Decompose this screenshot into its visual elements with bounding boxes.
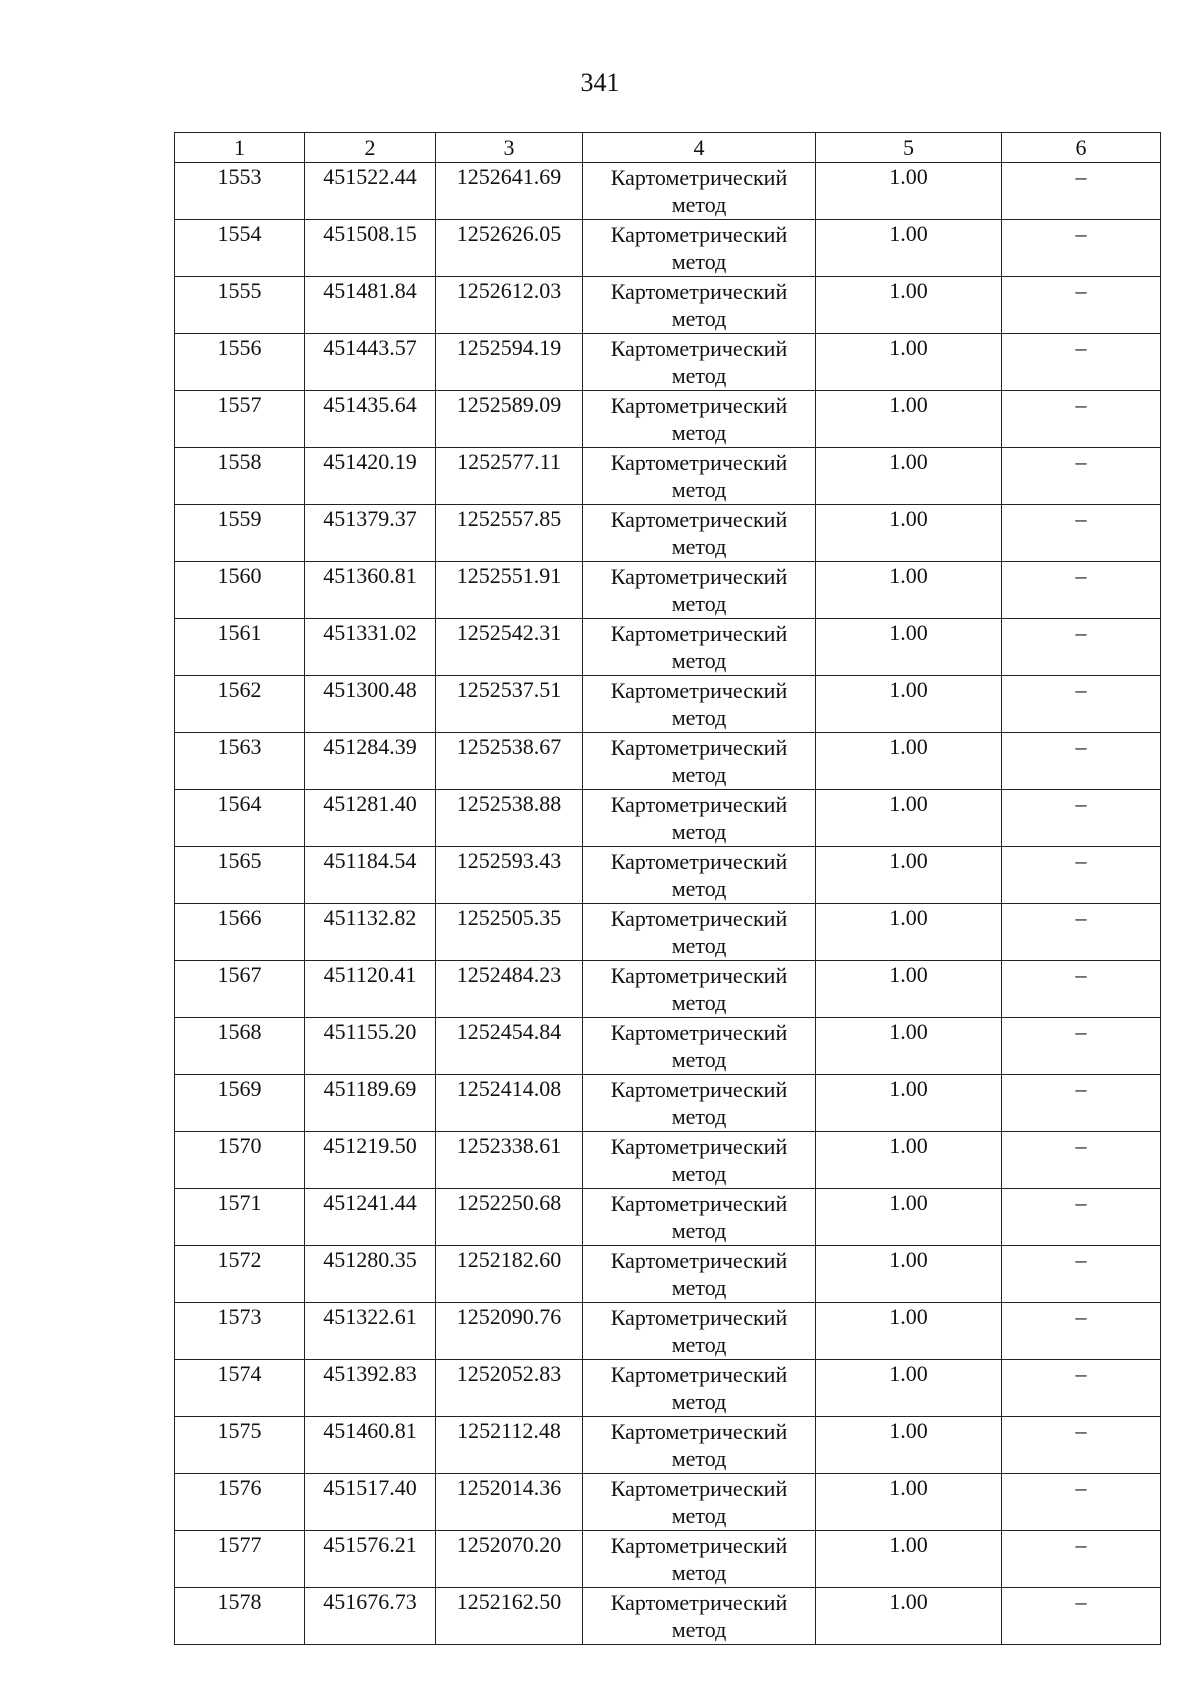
point-number-cell: 1570 — [175, 1132, 305, 1189]
method-line-1: Картометрический — [610, 222, 788, 247]
point-number-cell: 1560 — [175, 562, 305, 619]
accuracy-cell: 1.00 — [816, 847, 1002, 904]
method-line-1: Картометрический — [610, 336, 788, 361]
table-row — [175, 1531, 1161, 1588]
point-number-cell: 1577 — [175, 1531, 305, 1588]
note-cell: – — [1002, 1189, 1161, 1246]
y-coordinate-cell: 1252162.50 — [436, 1588, 583, 1645]
point-number-cell: 1573 — [175, 1303, 305, 1360]
method-cell — [583, 220, 816, 277]
accuracy-cell: 1.00 — [816, 904, 1002, 961]
method-cell — [583, 1075, 816, 1132]
column-header-4: 4 — [583, 133, 816, 163]
method-line-2: метод — [671, 1446, 727, 1471]
method-line-1: Картометрический — [610, 735, 788, 760]
accuracy-cell: 1.00 — [816, 562, 1002, 619]
y-coordinate-cell: 1252577.11 — [436, 448, 583, 505]
note-cell: – — [1002, 448, 1161, 505]
accuracy-cell: 1.00 — [816, 1417, 1002, 1474]
table-row — [175, 1303, 1161, 1360]
method-line-1: Картометрический — [610, 963, 788, 988]
x-coordinate-cell: 451460.81 — [305, 1417, 436, 1474]
x-coordinate-cell: 451360.81 — [305, 562, 436, 619]
table-row — [175, 790, 1161, 847]
table-row — [175, 1189, 1161, 1246]
accuracy-cell: 1.00 — [816, 733, 1002, 790]
method-line-1: Картометрический — [610, 393, 788, 418]
method-line-2: метод — [671, 1617, 727, 1642]
table-row — [175, 277, 1161, 334]
note-cell: – — [1002, 1246, 1161, 1303]
y-coordinate-cell: 1252593.43 — [436, 847, 583, 904]
x-coordinate-cell: 451508.15 — [305, 220, 436, 277]
note-cell: – — [1002, 961, 1161, 1018]
x-coordinate-cell: 451280.35 — [305, 1246, 436, 1303]
accuracy-cell: 1.00 — [816, 1189, 1002, 1246]
method-line-2: метод — [671, 363, 727, 388]
y-coordinate-cell: 1252250.68 — [436, 1189, 583, 1246]
method-cell — [583, 163, 816, 220]
page-number: 341 — [580, 68, 620, 97]
accuracy-cell: 1.00 — [816, 1474, 1002, 1531]
y-coordinate-cell: 1252594.19 — [436, 334, 583, 391]
method-cell — [583, 1189, 816, 1246]
note-cell: – — [1002, 676, 1161, 733]
point-number-cell: 1562 — [175, 676, 305, 733]
coordinates-table — [174, 132, 1161, 1645]
method-line-1: Картометрический — [610, 1191, 788, 1216]
table-row — [175, 847, 1161, 904]
method-line-1: Картометрический — [610, 1305, 788, 1330]
point-number-cell: 1565 — [175, 847, 305, 904]
method-cell — [583, 790, 816, 847]
method-cell — [583, 1360, 816, 1417]
accuracy-cell: 1.00 — [816, 619, 1002, 676]
method-cell — [583, 562, 816, 619]
table-row — [175, 391, 1161, 448]
point-number-cell: 1566 — [175, 904, 305, 961]
table-row — [175, 163, 1161, 220]
x-coordinate-cell: 451481.84 — [305, 277, 436, 334]
point-number-cell: 1554 — [175, 220, 305, 277]
y-coordinate-cell: 1252505.35 — [436, 904, 583, 961]
accuracy-cell: 1.00 — [816, 448, 1002, 505]
accuracy-cell: 1.00 — [816, 676, 1002, 733]
method-line-2: метод — [671, 1560, 727, 1585]
table-row — [175, 1018, 1161, 1075]
method-line-2: метод — [671, 990, 727, 1015]
point-number-cell: 1557 — [175, 391, 305, 448]
method-line-2: метод — [671, 420, 727, 445]
method-cell — [583, 676, 816, 733]
method-line-2: метод — [671, 249, 727, 274]
y-coordinate-cell: 1252454.84 — [436, 1018, 583, 1075]
method-line-1: Картометрический — [610, 1590, 788, 1615]
x-coordinate-cell: 451155.20 — [305, 1018, 436, 1075]
method-cell — [583, 1132, 816, 1189]
point-number-cell: 1571 — [175, 1189, 305, 1246]
column-header-6: 6 — [1002, 133, 1161, 163]
note-cell: – — [1002, 562, 1161, 619]
table-row — [175, 448, 1161, 505]
method-line-1: Картометрический — [610, 792, 788, 817]
point-number-cell: 1574 — [175, 1360, 305, 1417]
y-coordinate-cell: 1252551.91 — [436, 562, 583, 619]
table-row — [175, 1360, 1161, 1417]
y-coordinate-cell: 1252014.36 — [436, 1474, 583, 1531]
method-line-2: метод — [671, 933, 727, 958]
method-line-2: метод — [671, 477, 727, 502]
y-coordinate-cell: 1252182.60 — [436, 1246, 583, 1303]
method-cell — [583, 391, 816, 448]
method-line-2: метод — [671, 705, 727, 730]
table-row — [175, 220, 1161, 277]
accuracy-cell: 1.00 — [816, 220, 1002, 277]
accuracy-cell: 1.00 — [816, 163, 1002, 220]
method-cell — [583, 904, 816, 961]
method-line-1: Картометрический — [610, 1248, 788, 1273]
method-line-2: метод — [671, 762, 727, 787]
y-coordinate-cell: 1252612.03 — [436, 277, 583, 334]
column-header-3: 3 — [436, 133, 583, 163]
method-cell — [583, 1474, 816, 1531]
point-number-cell: 1568 — [175, 1018, 305, 1075]
note-cell: – — [1002, 220, 1161, 277]
table-row — [175, 505, 1161, 562]
method-line-1: Картометрический — [610, 165, 788, 190]
method-line-1: Картометрический — [610, 1077, 788, 1102]
y-coordinate-cell: 1252112.48 — [436, 1417, 583, 1474]
column-header-5: 5 — [816, 133, 1002, 163]
method-line-2: метод — [671, 591, 727, 616]
point-number-cell: 1558 — [175, 448, 305, 505]
x-coordinate-cell: 451132.82 — [305, 904, 436, 961]
method-line-2: метод — [671, 1104, 727, 1129]
x-coordinate-cell: 451284.39 — [305, 733, 436, 790]
method-cell — [583, 1303, 816, 1360]
note-cell: – — [1002, 1075, 1161, 1132]
y-coordinate-cell: 1252090.76 — [436, 1303, 583, 1360]
method-cell — [583, 334, 816, 391]
note-cell: – — [1002, 391, 1161, 448]
table-row — [175, 1474, 1161, 1531]
method-line-2: метод — [671, 1332, 727, 1357]
note-cell: – — [1002, 1588, 1161, 1645]
point-number-cell: 1575 — [175, 1417, 305, 1474]
method-cell — [583, 505, 816, 562]
method-line-1: Картометрический — [610, 1419, 788, 1444]
note-cell: – — [1002, 847, 1161, 904]
table-body — [175, 163, 1161, 1645]
y-coordinate-cell: 1252557.85 — [436, 505, 583, 562]
accuracy-cell: 1.00 — [816, 961, 1002, 1018]
table-row — [175, 961, 1161, 1018]
y-coordinate-cell: 1252537.51 — [436, 676, 583, 733]
x-coordinate-cell: 451219.50 — [305, 1132, 436, 1189]
accuracy-cell: 1.00 — [816, 1075, 1002, 1132]
point-number-cell: 1555 — [175, 277, 305, 334]
table-row — [175, 904, 1161, 961]
table-row — [175, 1132, 1161, 1189]
note-cell: – — [1002, 733, 1161, 790]
method-line-1: Картометрический — [610, 1533, 788, 1558]
table-row — [175, 1588, 1161, 1645]
table-row — [175, 619, 1161, 676]
table-row — [175, 1417, 1161, 1474]
method-line-2: метод — [671, 876, 727, 901]
accuracy-cell: 1.00 — [816, 1360, 1002, 1417]
x-coordinate-cell: 451189.69 — [305, 1075, 436, 1132]
method-line-1: Картометрический — [610, 1476, 788, 1501]
note-cell: – — [1002, 1417, 1161, 1474]
method-cell — [583, 1588, 816, 1645]
method-cell — [583, 1246, 816, 1303]
accuracy-cell: 1.00 — [816, 790, 1002, 847]
y-coordinate-cell: 1252626.05 — [436, 220, 583, 277]
method-cell — [583, 1417, 816, 1474]
accuracy-cell: 1.00 — [816, 1303, 1002, 1360]
x-coordinate-cell: 451120.41 — [305, 961, 436, 1018]
method-line-2: метод — [671, 1047, 727, 1072]
note-cell: – — [1002, 619, 1161, 676]
y-coordinate-cell: 1252589.09 — [436, 391, 583, 448]
method-line-1: Картометрический — [610, 678, 788, 703]
note-cell: – — [1002, 334, 1161, 391]
column-header-2: 2 — [305, 133, 436, 163]
method-line-1: Картометрический — [610, 564, 788, 589]
note-cell: – — [1002, 1132, 1161, 1189]
x-coordinate-cell: 451241.44 — [305, 1189, 436, 1246]
y-coordinate-cell: 1252538.88 — [436, 790, 583, 847]
note-cell: – — [1002, 904, 1161, 961]
x-coordinate-cell: 451379.37 — [305, 505, 436, 562]
note-cell: – — [1002, 790, 1161, 847]
y-coordinate-cell: 1252338.61 — [436, 1132, 583, 1189]
point-number-cell: 1553 — [175, 163, 305, 220]
method-line-1: Картометрический — [610, 507, 788, 532]
method-line-2: метод — [671, 1389, 727, 1414]
note-cell: – — [1002, 1474, 1161, 1531]
x-coordinate-cell: 451420.19 — [305, 448, 436, 505]
note-cell: – — [1002, 1531, 1161, 1588]
method-line-1: Картометрический — [610, 621, 788, 646]
point-number-cell: 1576 — [175, 1474, 305, 1531]
y-coordinate-cell: 1252641.69 — [436, 163, 583, 220]
method-line-2: метод — [671, 1218, 727, 1243]
method-line-2: метод — [671, 819, 727, 844]
accuracy-cell: 1.00 — [816, 334, 1002, 391]
accuracy-cell: 1.00 — [816, 1132, 1002, 1189]
method-line-1: Картометрический — [610, 906, 788, 931]
note-cell: – — [1002, 277, 1161, 334]
method-cell — [583, 448, 816, 505]
point-number-cell: 1564 — [175, 790, 305, 847]
method-line-1: Картометрический — [610, 1134, 788, 1159]
method-line-1: Картометрический — [610, 279, 788, 304]
method-cell — [583, 277, 816, 334]
method-line-2: метод — [671, 306, 727, 331]
accuracy-cell: 1.00 — [816, 505, 1002, 562]
point-number-cell: 1563 — [175, 733, 305, 790]
method-line-1: Картометрический — [610, 849, 788, 874]
accuracy-cell: 1.00 — [816, 1588, 1002, 1645]
point-number-cell: 1572 — [175, 1246, 305, 1303]
table-row — [175, 562, 1161, 619]
note-cell: – — [1002, 1360, 1161, 1417]
method-cell — [583, 847, 816, 904]
column-header-1: 1 — [175, 133, 305, 163]
table-header-row — [175, 133, 1161, 163]
x-coordinate-cell: 451435.64 — [305, 391, 436, 448]
y-coordinate-cell: 1252484.23 — [436, 961, 583, 1018]
method-cell — [583, 961, 816, 1018]
method-line-2: метод — [671, 192, 727, 217]
accuracy-cell: 1.00 — [816, 391, 1002, 448]
table-row — [175, 1246, 1161, 1303]
accuracy-cell: 1.00 — [816, 1531, 1002, 1588]
accuracy-cell: 1.00 — [816, 1018, 1002, 1075]
x-coordinate-cell: 451184.54 — [305, 847, 436, 904]
point-number-cell: 1559 — [175, 505, 305, 562]
table-row — [175, 676, 1161, 733]
y-coordinate-cell: 1252538.67 — [436, 733, 583, 790]
point-number-cell: 1578 — [175, 1588, 305, 1645]
point-number-cell: 1561 — [175, 619, 305, 676]
x-coordinate-cell: 451281.40 — [305, 790, 436, 847]
y-coordinate-cell: 1252052.83 — [436, 1360, 583, 1417]
x-coordinate-cell: 451322.61 — [305, 1303, 436, 1360]
method-line-2: метод — [671, 1503, 727, 1528]
accuracy-cell: 1.00 — [816, 277, 1002, 334]
method-line-2: метод — [671, 1161, 727, 1186]
method-line-2: метод — [671, 648, 727, 673]
method-cell — [583, 1531, 816, 1588]
note-cell: – — [1002, 1018, 1161, 1075]
table-row — [175, 733, 1161, 790]
method-line-1: Картометрический — [610, 1362, 788, 1387]
accuracy-cell: 1.00 — [816, 1246, 1002, 1303]
method-line-2: метод — [671, 1275, 727, 1300]
x-coordinate-cell: 451300.48 — [305, 676, 436, 733]
note-cell: – — [1002, 505, 1161, 562]
method-line-1: Картометрический — [610, 450, 788, 475]
y-coordinate-cell: 1252070.20 — [436, 1531, 583, 1588]
point-number-cell: 1556 — [175, 334, 305, 391]
point-number-cell: 1569 — [175, 1075, 305, 1132]
method-cell — [583, 1018, 816, 1075]
point-number-cell: 1567 — [175, 961, 305, 1018]
x-coordinate-cell: 451522.44 — [305, 163, 436, 220]
note-cell: – — [1002, 163, 1161, 220]
x-coordinate-cell: 451676.73 — [305, 1588, 436, 1645]
table-row — [175, 334, 1161, 391]
note-cell: – — [1002, 1303, 1161, 1360]
x-coordinate-cell: 451443.57 — [305, 334, 436, 391]
x-coordinate-cell: 451517.40 — [305, 1474, 436, 1531]
method-line-1: Картометрический — [610, 1020, 788, 1045]
x-coordinate-cell: 451392.83 — [305, 1360, 436, 1417]
method-cell — [583, 619, 816, 676]
x-coordinate-cell: 451576.21 — [305, 1531, 436, 1588]
method-cell — [583, 733, 816, 790]
y-coordinate-cell: 1252414.08 — [436, 1075, 583, 1132]
y-coordinate-cell: 1252542.31 — [436, 619, 583, 676]
table-row — [175, 1075, 1161, 1132]
method-line-2: метод — [671, 534, 727, 559]
x-coordinate-cell: 451331.02 — [305, 619, 436, 676]
